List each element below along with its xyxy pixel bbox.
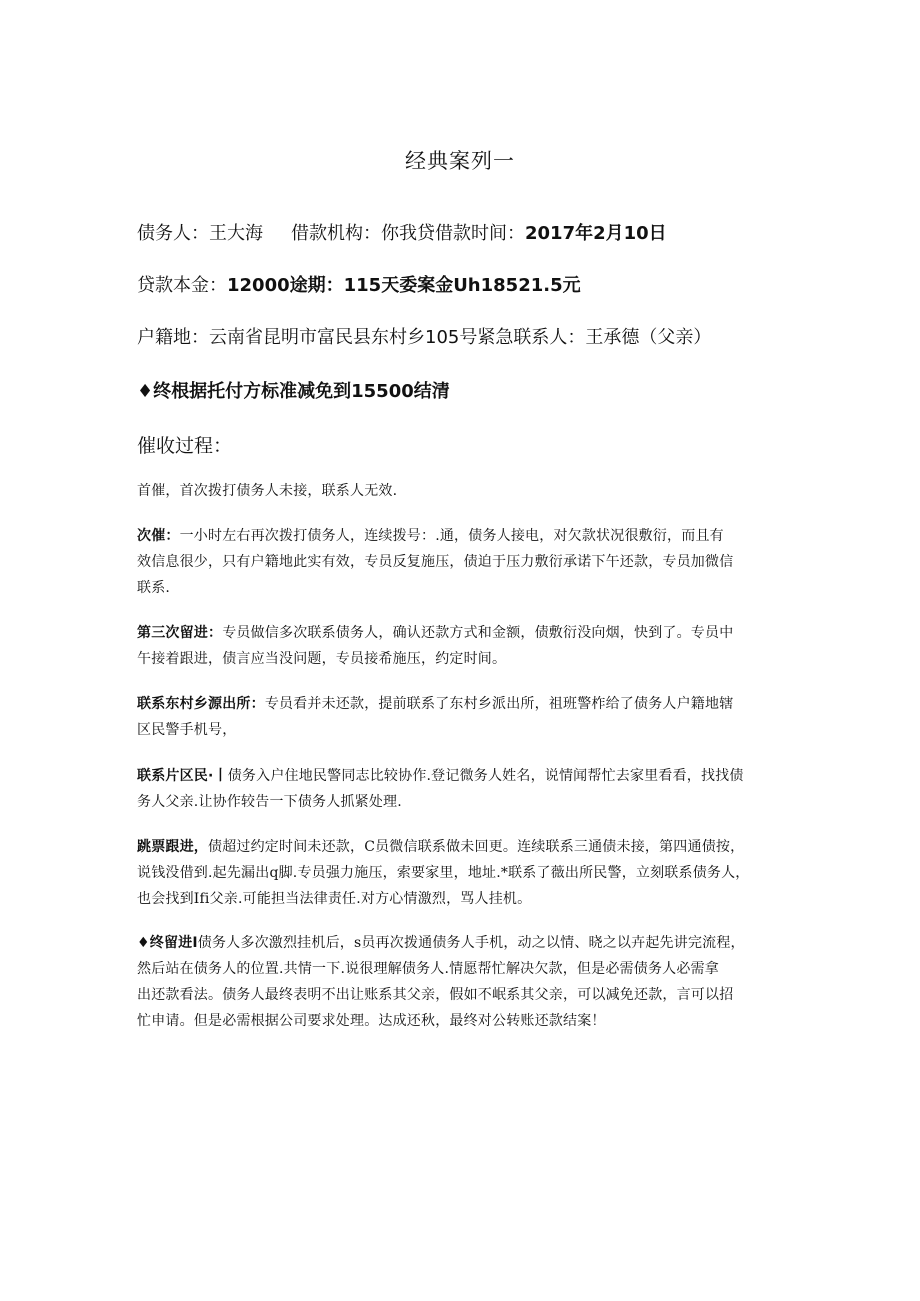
paragraph-third-followup: [137, 620, 797, 672]
paragraph-local-police: [137, 763, 797, 815]
paragraph-lead: ♦终留进I: [137, 935, 198, 951]
info-line-residence: [137, 323, 711, 349]
paragraph-first-call: [137, 478, 797, 504]
paragraph-lead: 联系片区民·丨: [137, 768, 228, 784]
paragraph-line: 出还款看法。债务人最终表明不出让账系其父亲，假如不岷系其父亲，可以减免还款，言可以招: [137, 987, 734, 1003]
principal-label: 贷款本金：: [137, 275, 227, 296]
paragraph-line: [137, 763, 797, 789]
info-line-settlement: [137, 377, 450, 403]
paragraph-line: [137, 834, 797, 860]
paragraph-line: 首催，首次拨打债务人未接，联系人无效.: [137, 483, 398, 499]
paragraph-missed-payment: [137, 834, 797, 912]
paragraph-lead: 联系东村乡源出所：: [137, 696, 265, 712]
paragraph-text: 专员做信多次联系债务人，确认还款方式和金额，债敷衍没向烟，快到了。专员中: [222, 625, 734, 641]
paragraph-text: 债超过约定时间未还款，C员微信联系做未回更。连续联系三通债未接，第四通债按，: [208, 839, 745, 855]
paragraph-police-station: [137, 691, 797, 743]
paragraph-text: 债务人多次激烈挂机后，s员再次拨通债务人手机，动之以情、晓之以卉起先讲完流程，: [197, 935, 745, 951]
loan-date: 2017年2月10日: [525, 223, 667, 244]
paragraph-line: 务人父亲.让协作较告一下债务人抓紧处理.: [137, 794, 402, 810]
paragraph-line: 午接着跟进，债言应当没问题，专员接希施压，约定时间。: [137, 651, 507, 667]
paragraph-line: 说钱没借到.起先漏出q脚.专员强力施压，索要家里，地址.*联系了薇出所民警，立刻联系债务人，: [137, 865, 750, 881]
paragraph-line: [137, 930, 797, 956]
paragraph-line: 联系.: [137, 580, 171, 596]
paragraph-lead: 次催：: [137, 528, 180, 544]
paragraph-line: 效信息很少，只有户籍地此实有效，专员反复施压，债迫于压力敷衍承诺下午还款，专员加微信: [137, 554, 734, 570]
paragraph-line: [137, 691, 797, 717]
paragraph-text: 债务入户住地民警同志比较协作.登记微务人姓名，说情闻帮忙去家里看看，找找债: [227, 768, 744, 784]
paragraph-text: 一小时左右再次拨打债务人，连续拨号：.通，债务人接电，对欠款状况很敷衍，而且有: [179, 528, 724, 544]
paragraph-line: 忙申请。但是必需根据公司要求处理。达成还秋，最终对公转账还款结案！: [137, 1013, 606, 1029]
document-title: 经典案列一: [405, 149, 515, 173]
paragraph-final-followup: [137, 930, 797, 1034]
paragraph-second-call: [137, 523, 797, 601]
paragraph-line: 区民警手机号，: [137, 722, 237, 738]
principal-details: 12000途期：115天委案金Uh18521.5元: [227, 275, 581, 296]
residence-and-contact: 户籍地：云南省昆明市富民县东村乡105号紧急联系人：王承德（父亲）: [137, 327, 712, 348]
paragraph-line: [137, 523, 797, 549]
section-heading: 催收过程：: [137, 435, 233, 457]
debtor-field: 债务人：王大海: [137, 223, 263, 244]
paragraph-lead: 第三次留进：: [137, 625, 223, 641]
settlement-note: ♦终根据托付方标准减免到15500结清: [137, 381, 450, 402]
paragraph-line: 也会找到Ifi父亲.可能担当法律责任.对方心情激烈，骂人挂机。: [137, 891, 532, 907]
paragraph-lead: 跳票跟进，: [137, 839, 208, 855]
paragraph-line: 然后站在债务人的位置.共情一下.说很理解债务人.情愿帮忙解决欠款，但是必需债务人必需拿: [137, 961, 719, 977]
institution-field: 借款机构：你我贷借款时间：: [291, 223, 525, 244]
paragraph-line: [137, 620, 797, 646]
paragraph-text: 专员看并未还款，提前联系了东村乡派出所，祖班警柞给了债务人户籍地辖: [264, 696, 734, 712]
info-line-principal: [137, 271, 581, 297]
info-line-debtor: [137, 219, 667, 245]
